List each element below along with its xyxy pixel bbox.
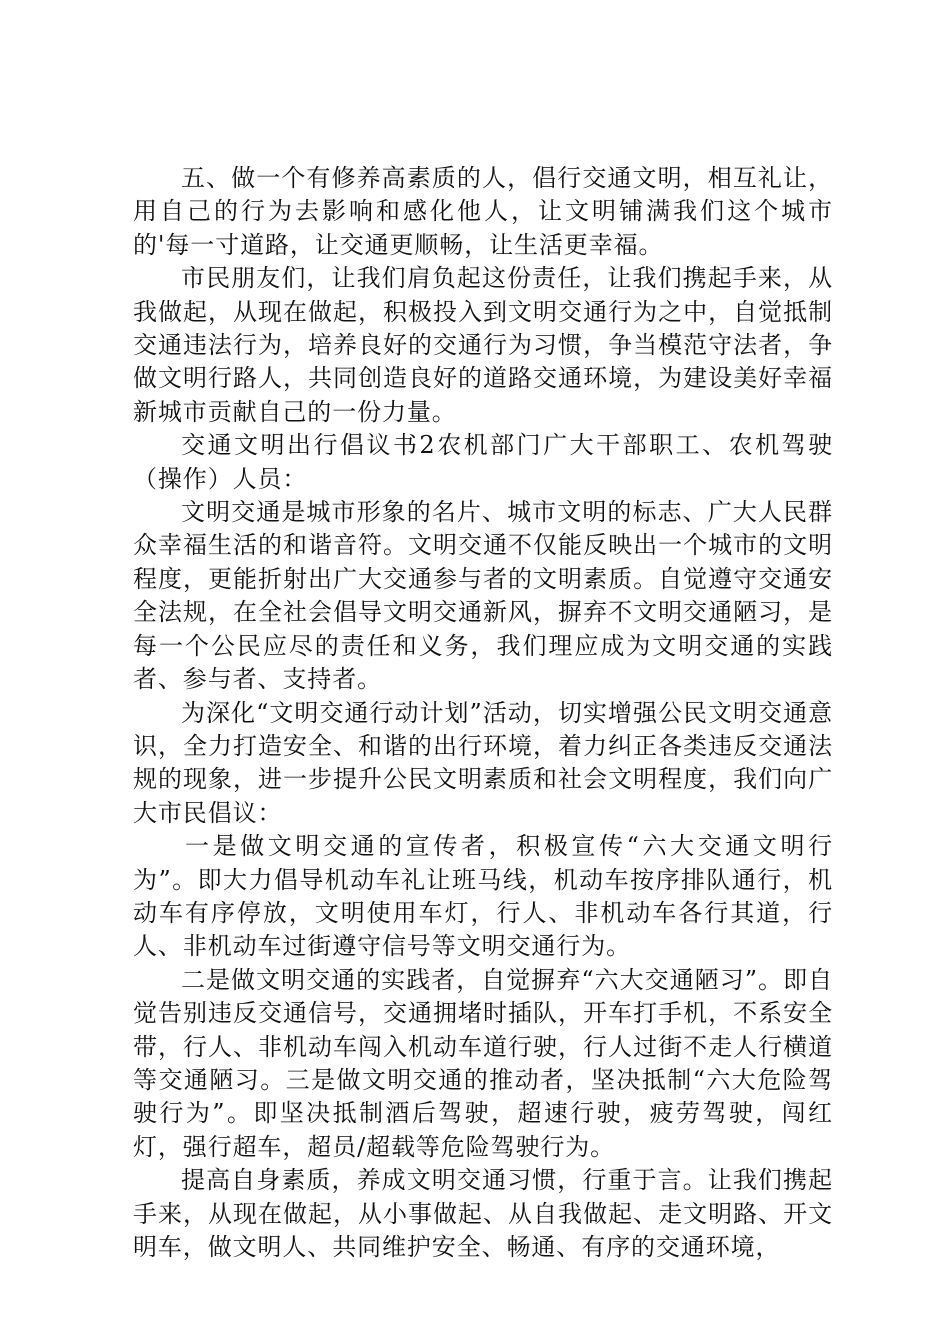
paragraph-proposal-heading: 交通文明出行倡议书2农机部门广大干部职工、农机驾驶（操作）人员：	[133, 431, 833, 493]
paragraph-second-third-point: 二是做文明交通的实践者，自觉摒弃“六大交通陋习”。即自觉告别违反交通信号，交通拥堵时插队，开车打手机，不系安全带，行人、非机动车闯入机动车道行驶，行人过街不走人行横道等交通陋习。三是做文明交通的推动者，坚决抵制“六大危险驾驶行为”。即坚决抵制酒后驾驶，超速行驶，疲劳驾驶，闯红灯，强行超车，超员/超载等危险驾驶行为。	[133, 965, 833, 1161]
paragraph-closing: 提高自身素质，养成文明交通习惯，行重于言。让我们携起手来，从现在做起，从小事做起、从自我做起、走文明路、开文明车，做文明人、共同维护安全、畅通、有序的交通环境，	[133, 1166, 833, 1261]
paragraph-first-point: 一是做文明交通的宣传者，积极宣传“六大交通文明行为”。即大力倡导机动车礼让班马线，机动车按序排队通行，机动车有序停放，文明使用车灯，行人、非机动车各行其道，行人、非机动车过街遵守信号等文明交通行为。	[133, 832, 833, 961]
paragraph-citizens: 市民朋友们，让我们肩负起这份责任，让我们携起手来，从我做起，从现在做起，积极投入到文明交通行为之中，自觉抵制交通违法行为，培养良好的交通行为习惯，争当模范守法者，争做文明行路人，共同创造良好的道路交通环境，为建设美好幸福新城市贡献自己的一份力量。	[133, 264, 833, 426]
paragraph-civilized-traffic: 文明交通是城市形象的名片、城市文明的标志、广大人民群众幸福生活的和谐音符。文明交通不仅能反映出一个城市的文明程度，更能折射出广大交通参与者的文明素质。自觉遵守交通安全法规，在全社会倡导文明交通新风，摒弃不文明交通陋习，是每一个公民应尽的责任和义务，我们理应成为文明交通的实践者、参与者、支持者。	[133, 498, 833, 694]
document-body	[133, 162, 833, 1264]
paragraph-five: 五、做一个有修养高素质的人，倡行交通文明，相互礼让，用自己的行为去影响和感化他人，让文明铺满我们这个城市的'每一寸道路，让交通更顺畅，让生活更幸福。	[133, 164, 833, 259]
paragraph-deepen-plan: 为深化“文明交通行动计划”活动，切实增强公民文明交通意识，全力打造安全、和谐的出行环境，着力纠正各类违反交通法规的现象，进一步提升公民文明素质和社会文明程度，我们向广大市民倡议：	[133, 698, 833, 827]
